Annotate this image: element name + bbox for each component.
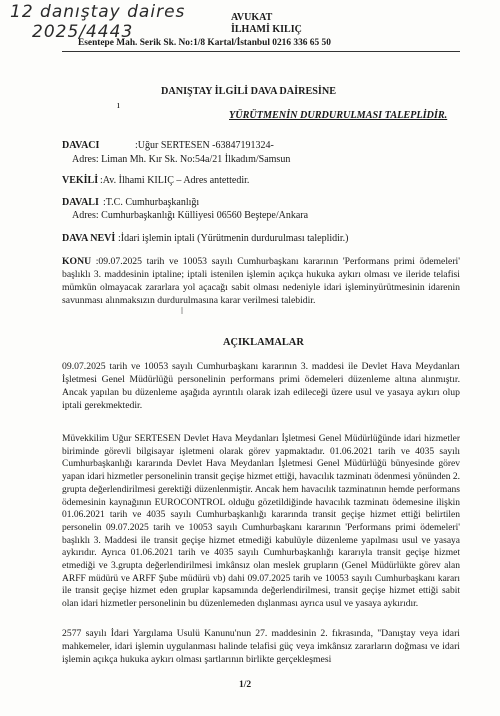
page-number: 1/2 xyxy=(239,680,252,690)
letterhead-lawyer-name: İLHAMİ KILIÇ xyxy=(231,24,302,35)
section-heading: AÇIKLAMALAR xyxy=(223,337,304,348)
letterhead-address: Esentepe Mah. Serik Sk. No:1/8 Kartal/İstanbul 0216 336 65 50 xyxy=(78,38,331,48)
konu-label: KONU xyxy=(62,256,92,267)
davali-value: :T.C. Cumhurbaşkanlığı xyxy=(103,197,200,208)
letterhead-title: AVUKAT xyxy=(231,12,273,23)
pen-mark: ǀ xyxy=(181,306,184,317)
konu-paragraph xyxy=(62,255,460,307)
letterhead-divider xyxy=(62,51,460,52)
court-addressee: DANIŞTAY İLGİLİ DAVA DAİRESİNE xyxy=(161,86,337,97)
paragraph: 2577 sayılı İdari Yargılama Usulü Kanunu'nun 27. maddesinin 2. fıkrasında, "Danıştay veya idari mahkemeler, idari işlemin uygulanması halinde telafisi güç veya imkânsız zararların doğması ve idari işlemin açıkça hukuka aykırı olması şartlarının birlikte gerçekleşmesi xyxy=(62,628,460,666)
davali-address: Adres: Cumhurbaşkanlığı Külliyesi 06560 Beştepe/Ankara xyxy=(72,210,309,221)
davaci-address: Adres: Liman Mh. Kır Sk. No:54a/21 İlkadım/Samsun xyxy=(72,154,291,165)
davaci-value: :Uğur SERTESEN -63847191324- xyxy=(135,140,274,151)
vekili-label: VEKİLİ xyxy=(62,175,99,186)
handwritten-court-note: 12 danıştay daires xyxy=(10,2,186,22)
davaci-label: DAVACI xyxy=(62,140,100,151)
konu-text: :09.07.2025 tarih ve 10053 sayılı Cumhurbaşkanı kararının 'Performans primi ödemeleri' başlıklı 3. maddesinin iptaline; iptali istenilen işlemin açıkça hukuka aykırı olması ve ileride telafisi mümkün olmayacak zararlara yol açacağı sabit olması nedeniyle idari işleminyürütmesinin idarenin savunması alınmaksızın durdurulmasına karar verilmesi talebidir. xyxy=(62,256,460,307)
vekili-value: :Av. İlhami KILIÇ – Adres antettedir. xyxy=(100,175,250,186)
document-title: YÜRÜTMENİN DURDURULMASI TALEPLİDİR. xyxy=(229,110,448,121)
paragraph: 09.07.2025 tarih ve 10053 sayılı Cumhurbaşkanı kararının 3. maddesi ile Devlet Hava Meydanları İşletmesi Genel Müdürlüğü personelinin performans primi ödemeleri düzenleme altına alınmıştır. Ancak yapılan bu düzenleme aşağıda ayrıntılı olarak izah edileceği üzere usul ve yasaya aykırı olup iptali gerekmektedir. xyxy=(62,361,460,412)
paragraph: Müvekkilim Uğur SERTESEN Devlet Hava Meydanları İşletmesi Genel Müdürlüğünde idari hizmetler biriminde görevli bilgisayar işletmeni olarak görev yapmaktadır. 01.06.2021 tarih ve 4035 sayılı Cumhurbaşkanlığı kararında Devlet Hava Meydanları İşletmesi Genel Müdürlüğü bünyesinde görev yapan idari hizmetler personelinin transit geçişe hizmet ettiği, havacılık tazminatı ödenmesi yönünden 2. grupta değerlendirilmesi gerektiği düzenlenmiştir. Ancak hem havacılık tazminatının hemde performans ödemesinin kaynağının EUROCONTROL olduğu gözetildiğinde havacılık tazminatı ödemesine ilişkin 01.06.2021 tarih ve 4035 sayılı Cumhurbaşkanlığı kararında transit geçişe hizmet ettiği belirtilen personelin 09.07.2025 tarih ve 10053 sayılı Cumhurbaşkanı kararının 'Performans primi ödemeleri' başlıklı 3. Maddesi ile transit geçişe hizmet etmediği kabulüyle düzenleme yapılması usul ve yasaya aykırıdır. Ayrıca 01.06.2021 tarih ve 4035 sayılı Cumhurbaşkanlığı kararıyla transit geçişe hizmet etmediği ve 3.grupta değerlendirilmesi imkânsız olan meslek grupların (Genel Müdürlükte görev alan ARFF müdürü ve ARFF Şube müdürü vb) dahi 09.07.2025 tarih ve 10053 sayılı Cumhurbaşkanı kararı ile transit geçişe hizmet eden gruplar kapsamında değerlendirilmesi, transit geçişe hizmet ettiği sabit olan idari hizmetler personelinin bu düzenlemeden dışlanması ayrıca usul ve yasaya aykırıdır. xyxy=(62,434,460,610)
dava-nevi-label: DAVA NEVİ xyxy=(62,233,116,244)
dava-nevi-value: :İdari işlemin iptali (Yürütmenin durdurulması taleplidir.) xyxy=(118,233,349,244)
pen-mark: ı xyxy=(117,100,120,111)
davali-label: DAVALI xyxy=(62,197,99,208)
handwritten-case-number: 2025/4443 xyxy=(32,22,134,42)
